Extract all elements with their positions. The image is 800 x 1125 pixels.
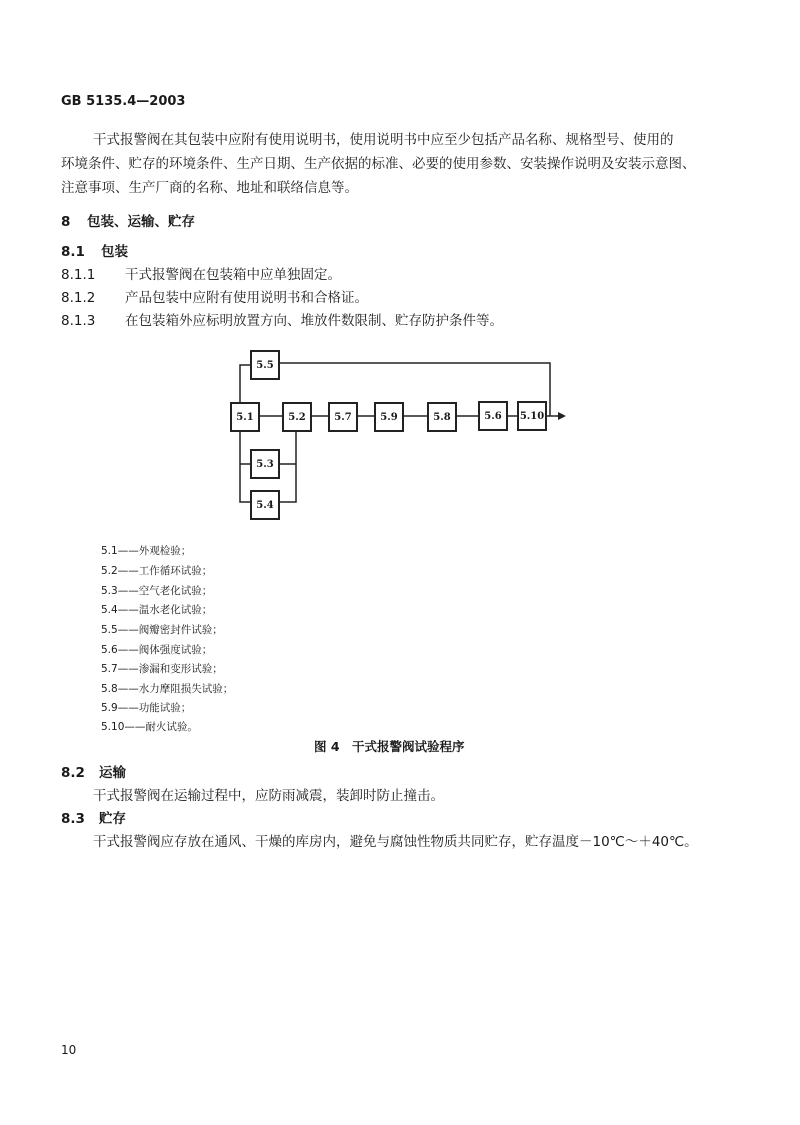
legend-item: 5.10——耐火试验。 (101, 721, 198, 733)
section-8-2-heading (61, 761, 126, 781)
box-5-8: 5.8 (427, 402, 457, 432)
section-title: 贮存 (99, 811, 126, 827)
box-5-6: 5.6 (478, 401, 508, 431)
section-8-3-heading (61, 807, 126, 827)
intro-line: 干式报警阀在其包装中应附有使用说明书，使用说明书中应至少包括产品名称、规格型号、使用的 (93, 132, 674, 148)
box-5-2: 5.2 (282, 402, 312, 432)
section-title: 包装、运输、贮存 (87, 214, 195, 230)
clause-number: 8.1.1 (61, 267, 96, 283)
legend-item: 5.1——外观检验； (101, 545, 192, 557)
page-number: 10 (61, 1043, 77, 1057)
section-number: 8.2 (61, 765, 85, 781)
figure-caption: 图 4 干式报警阀试验程序 (314, 739, 465, 754)
section-8-2-text: 干式报警阀在运输过程中，应防雨减震，装卸时防止撞击。 (93, 788, 444, 804)
legend-item: 5.9——功能试验； (101, 702, 192, 714)
section-number: 8.3 (61, 811, 85, 827)
legend-item: 5.7——渗漏和变形试验； (101, 663, 223, 675)
intro-line: 环境条件、贮存的环境条件、生产日期、生产依据的标准、必要的使用参数、安装操作说明及安装示意图、 (61, 156, 696, 172)
clause-text: 产品包装中应附有使用说明书和合格证。 (125, 290, 368, 306)
legend-item: 5.3——空气老化试验； (101, 585, 213, 597)
section-number: 8.1 (61, 244, 85, 260)
clause-number: 8.1.2 (61, 290, 96, 306)
section-title: 包装 (101, 244, 128, 260)
box-5-10: 5.10 (517, 401, 547, 431)
legend-item: 5.4——温水老化试验； (101, 604, 213, 616)
legend-item: 5.8——水力摩阻损失试验； (101, 683, 234, 695)
clause-text: 干式报警阀在包装箱中应单独固定。 (125, 267, 341, 283)
intro-line: 注意事项、生产厂商的名称、地址和联络信息等。 (61, 180, 358, 196)
box-5-4: 5.4 (250, 490, 280, 520)
legend-item: 5.5——阀瓣密封件试验； (101, 624, 223, 636)
box-5-5: 5.5 (250, 350, 280, 380)
section-number: 8 (61, 214, 71, 230)
legend-item: 5.6——阀体强度试验； (101, 644, 213, 656)
standard-header: GB 5135.4—2003 (61, 94, 186, 109)
box-5-3: 5.3 (250, 449, 280, 479)
box-5-7: 5.7 (328, 402, 358, 432)
section-8-3-text: 干式报警阀应存放在通风、干燥的库房内，避免与腐蚀性物质共同贮存，贮存温度－10℃～＋40℃。 (93, 834, 698, 850)
box-5-1: 5.1 (230, 402, 260, 432)
clause-number: 8.1.3 (61, 313, 96, 329)
section-title: 运输 (99, 765, 126, 781)
legend-item: 5.2——工作循环试验； (101, 565, 213, 577)
box-5-9: 5.9 (374, 402, 404, 432)
clause-text: 在包装箱外应标明放置方向、堆放件数限制、贮存防护条件等。 (125, 313, 503, 329)
